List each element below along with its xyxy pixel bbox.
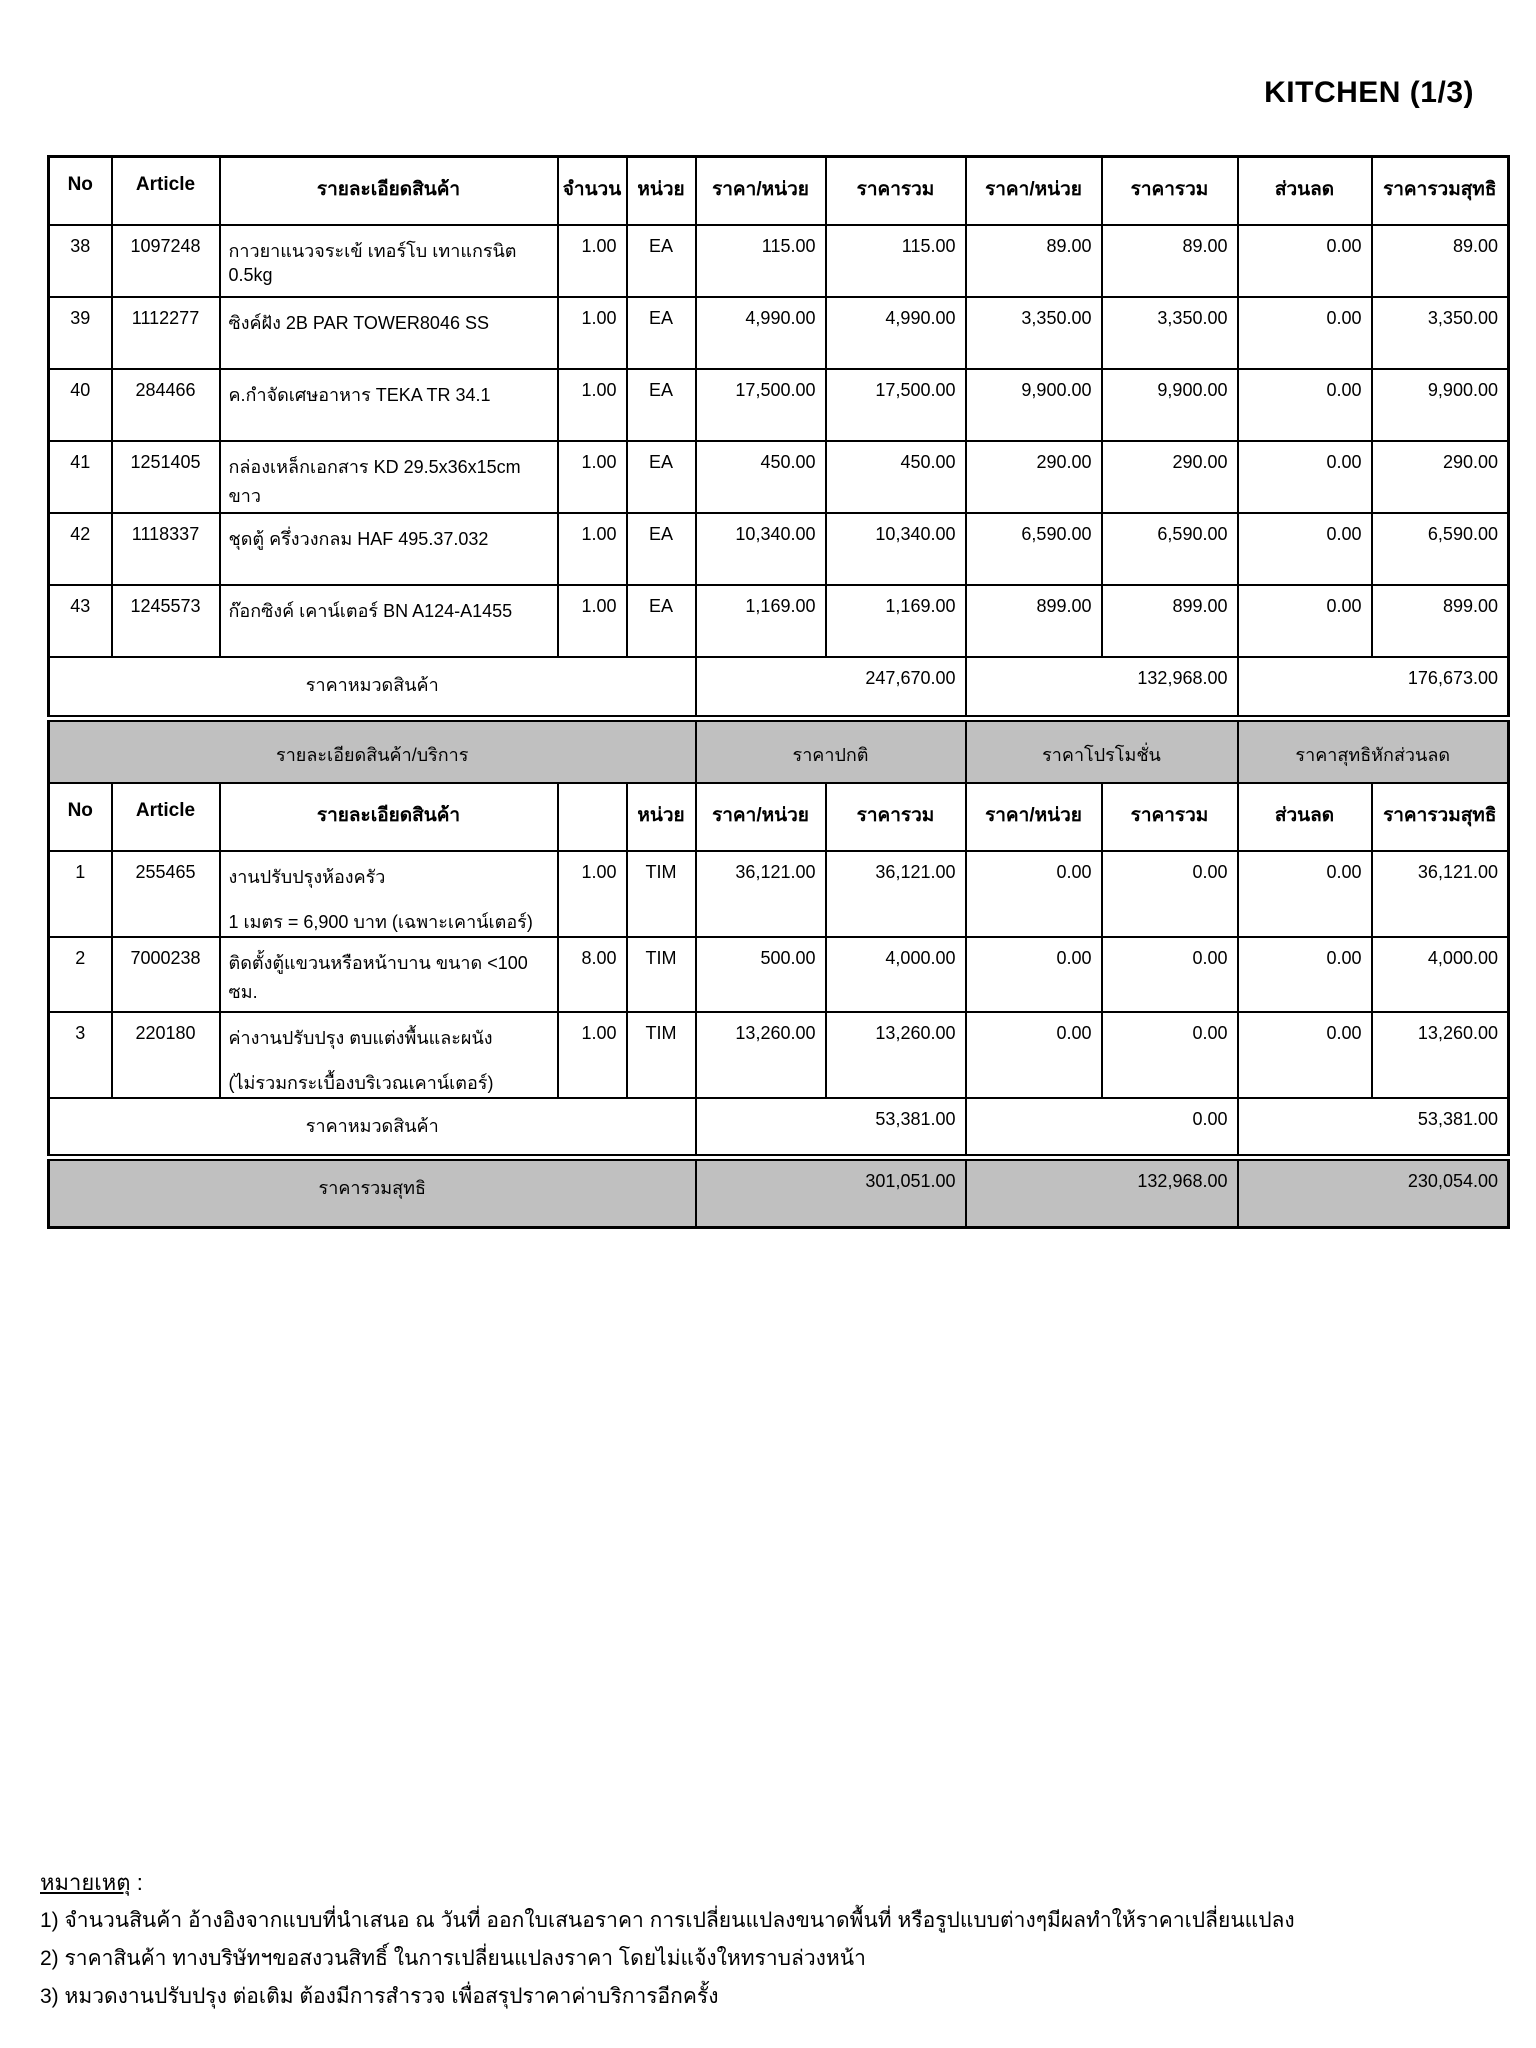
services-section-header-row: [49, 719, 1509, 783]
cell-discount: 0.00: [1238, 297, 1372, 369]
cell-article: 1245573: [112, 585, 220, 657]
cell-description: กาวยาแนวจระเข้ เทอร์โบ เทาแกรนิต 0.5kg: [220, 225, 558, 297]
cell-discount: 0.00: [1238, 937, 1372, 1012]
cell-promo-total: 9,900.00: [1102, 369, 1238, 441]
cell-discount: 0.00: [1238, 441, 1372, 513]
cell-promo-unit-price: 0.00: [966, 1012, 1102, 1098]
cell-unit: EA: [627, 225, 696, 297]
cell-promo-unit-price: 0.00: [966, 851, 1102, 937]
cell-no: 3: [49, 1012, 112, 1098]
header-no: No: [49, 157, 112, 225]
table-row-2: [49, 937, 1509, 1012]
cell-total: 115.00: [826, 225, 966, 297]
cell-quantity: 1.00: [558, 441, 627, 513]
header-promo-unit-price: ราคา/หน่วย: [966, 783, 1102, 851]
table-row-42: [49, 513, 1509, 585]
summary-normal-total: 247,670.00: [696, 657, 966, 719]
cell-description: ก๊อกซิงค์ เคาน์เตอร์ BN A124-A1455: [220, 585, 558, 657]
cell-total: 4,990.00: [826, 297, 966, 369]
summary-label: ราคาหมวดสินค้า: [49, 657, 696, 719]
quotation-table: [47, 155, 1510, 1229]
section-title-promo-price: ราคาโปรโมชั่น: [966, 719, 1238, 783]
cell-promo-total: 89.00: [1102, 225, 1238, 297]
cell-total: 450.00: [826, 441, 966, 513]
section-title-net-price: ราคาสุทธิหักส่วนลด: [1238, 719, 1509, 783]
cell-net-total: 9,900.00: [1372, 369, 1509, 441]
cell-unit: EA: [627, 513, 696, 585]
header-net-total: ราคารวมสุทธิ: [1372, 783, 1509, 851]
cell-promo-unit-price: 3,350.00: [966, 297, 1102, 369]
note-item-2: 2) ราคาสินค้า ทางบริษัทฯขอสงวนสิทธิ์ ในการเปลี่ยนแปลงราคา โดยไม่แจ้งใหทราบล่วงหน้า: [40, 1947, 866, 1970]
cell-discount: 0.00: [1238, 225, 1372, 297]
cell-unit-price: 36,121.00: [696, 851, 826, 937]
cell-unit: EA: [627, 297, 696, 369]
cell-promo-total: 290.00: [1102, 441, 1238, 513]
cell-net-total: 899.00: [1372, 585, 1509, 657]
cell-description: [220, 1012, 558, 1098]
cell-quantity: 1.00: [558, 585, 627, 657]
cell-article: 7000238: [112, 937, 220, 1012]
cell-promo-unit-price: 899.00: [966, 585, 1102, 657]
summary-net-total: 176,673.00: [1238, 657, 1509, 719]
cell-no: 41: [49, 441, 112, 513]
cell-description: ค.กำจัดเศษอาหาร TEKA TR 34.1: [220, 369, 558, 441]
cell-article: 284466: [112, 369, 220, 441]
cell-no: 2: [49, 937, 112, 1012]
cell-quantity: 1.00: [558, 297, 627, 369]
cell-article: 1251405: [112, 441, 220, 513]
summary-promo-total: 132,968.00: [966, 657, 1238, 719]
notes-heading-colon: :: [136, 1870, 143, 1895]
table-row-43: [49, 585, 1509, 657]
notes-heading-text: หมายเหตุ: [40, 1870, 131, 1895]
cell-no: 39: [49, 297, 112, 369]
cell-quantity: 1.00: [558, 369, 627, 441]
cell-net-total: 89.00: [1372, 225, 1509, 297]
header-unit-price: ราคา/หน่วย: [696, 157, 826, 225]
cell-unit: TIM: [627, 937, 696, 1012]
cell-unit-price: 17,500.00: [696, 369, 826, 441]
description-line2: (ไม่รวมกระเบื้องบริเวณเคาน์เตอร์): [228, 1072, 494, 1093]
cell-quantity: 1.00: [558, 225, 627, 297]
cell-article: 220180: [112, 1012, 220, 1098]
cell-promo-unit-price: 6,590.00: [966, 513, 1102, 585]
cell-promo-unit-price: 290.00: [966, 441, 1102, 513]
cell-net-total: 3,350.00: [1372, 297, 1509, 369]
cell-total: 13,260.00: [826, 1012, 966, 1098]
cell-description: ติดตั้งตู้แขวนหรือหน้าบาน ขนาด <100 ซม.: [220, 937, 558, 1012]
cell-no: 42: [49, 513, 112, 585]
header-description: รายละเอียดสินค้า: [220, 783, 558, 851]
cell-article: 1097248: [112, 225, 220, 297]
cell-promo-total: 899.00: [1102, 585, 1238, 657]
cell-article: 1112277: [112, 297, 220, 369]
cell-discount: 0.00: [1238, 1012, 1372, 1098]
description-line2: 1 เมตร = 6,900 บาท (เฉพาะเคาน์เตอร์): [228, 911, 533, 932]
cell-description: ชุดตู้ ครึ่งวงกลม HAF 495.37.032: [220, 513, 558, 585]
header-unit-price: ราคา/หน่วย: [696, 783, 826, 851]
cell-discount: 0.00: [1238, 851, 1372, 937]
cell-net-total: 6,590.00: [1372, 513, 1509, 585]
cell-promo-total: 6,590.00: [1102, 513, 1238, 585]
page-title: KITCHEN (1/3): [1264, 76, 1474, 109]
cell-description: [220, 851, 558, 937]
cell-net-total: 290.00: [1372, 441, 1509, 513]
grand-total-promo: 132,968.00: [966, 1158, 1238, 1228]
cell-description: ซิงค์ฝัง 2B PAR TOWER8046 SS: [220, 297, 558, 369]
header-discount: ส่วนลด: [1238, 157, 1372, 225]
cell-quantity: 1.00: [558, 851, 627, 937]
cell-promo-unit-price: 9,900.00: [966, 369, 1102, 441]
cell-description: กล่องเหล็กเอกสาร KD 29.5x36x15cm ขาว: [220, 441, 558, 513]
notes-section: [40, 1872, 1295, 2024]
products-header-row: [49, 157, 1509, 225]
cell-unit-price: 1,169.00: [696, 585, 826, 657]
summary-label: ราคาหมวดสินค้า: [49, 1098, 696, 1158]
header-net-total: ราคารวมสุทธิ: [1372, 157, 1509, 225]
cell-no: 40: [49, 369, 112, 441]
cell-discount: 0.00: [1238, 585, 1372, 657]
cell-promo-total: 0.00: [1102, 851, 1238, 937]
cell-total: 36,121.00: [826, 851, 966, 937]
cell-total: 17,500.00: [826, 369, 966, 441]
cell-unit-price: 4,990.00: [696, 297, 826, 369]
cell-unit-price: 10,340.00: [696, 513, 826, 585]
grand-total-label: ราคารวมสุทธิ: [49, 1158, 696, 1228]
cell-unit-price: 450.00: [696, 441, 826, 513]
cell-discount: 0.00: [1238, 369, 1372, 441]
header-quantity-blank: [558, 783, 627, 851]
header-total: ราคารวม: [826, 157, 966, 225]
cell-unit-price: 115.00: [696, 225, 826, 297]
table-row-38: [49, 225, 1509, 297]
cell-net-total: 13,260.00: [1372, 1012, 1509, 1098]
table-row-41: [49, 441, 1509, 513]
cell-promo-unit-price: 0.00: [966, 937, 1102, 1012]
grand-total-normal: 301,051.00: [696, 1158, 966, 1228]
section-title-normal-price: ราคาปกติ: [696, 719, 966, 783]
grand-total-net: 230,054.00: [1238, 1158, 1509, 1228]
cell-total: 10,340.00: [826, 513, 966, 585]
cell-unit: TIM: [627, 1012, 696, 1098]
summary-net-total: 53,381.00: [1238, 1098, 1509, 1158]
cell-unit: EA: [627, 369, 696, 441]
header-promo-unit-price: ราคา/หน่วย: [966, 157, 1102, 225]
cell-total: 4,000.00: [826, 937, 966, 1012]
cell-promo-total: 0.00: [1102, 1012, 1238, 1098]
cell-promo-unit-price: 89.00: [966, 225, 1102, 297]
summary-promo-total: 0.00: [966, 1098, 1238, 1158]
cell-net-total: 4,000.00: [1372, 937, 1509, 1012]
table-row-39: [49, 297, 1509, 369]
cell-quantity: 1.00: [558, 513, 627, 585]
cell-unit: EA: [627, 585, 696, 657]
header-description: รายละเอียดสินค้า: [220, 157, 558, 225]
cell-unit-price: 500.00: [696, 937, 826, 1012]
header-total: ราคารวม: [826, 783, 966, 851]
note-item-1: 1) จำนวนสินค้า อ้างอิงจากแบบที่นำเสนอ ณ วันที่ ออกใบเสนอราคา การเปลี่ยนแปลงขนาดพื้นที่ หรือรูปแบบต่างๆมีผลทำให้ราคาเปลี่ยนแปลง: [40, 1909, 1295, 1932]
note-item-3: 3) หมวดงานปรับปรุง ต่อเติม ต้องมีการสำรวจ เพื่อสรุปราคาค่าบริการอีกครั้ง: [40, 1985, 719, 2008]
description-line1: ค่างานปรับปรุง ตบแต่งพื้นและผนัง: [228, 1027, 493, 1048]
header-no: No: [49, 783, 112, 851]
cell-net-total: 36,121.00: [1372, 851, 1509, 937]
table-row-40: [49, 369, 1509, 441]
cell-quantity: 1.00: [558, 1012, 627, 1098]
cell-promo-total: 0.00: [1102, 937, 1238, 1012]
header-promo-total: ราคารวม: [1102, 783, 1238, 851]
description-line1: งานปรับปรุงห้องครัว: [228, 866, 386, 887]
summary-normal-total: 53,381.00: [696, 1098, 966, 1158]
header-article: Article: [112, 783, 220, 851]
table-row-3: [49, 1012, 1509, 1098]
header-unit: หน่วย: [627, 783, 696, 851]
notes-heading: [40, 1872, 1295, 1894]
cell-article: 1118337: [112, 513, 220, 585]
cell-promo-total: 3,350.00: [1102, 297, 1238, 369]
cell-article: 255465: [112, 851, 220, 937]
services-header-row: [49, 783, 1509, 851]
section-title-services: รายละเอียดสินค้า/บริการ: [49, 719, 696, 783]
header-promo-total: ราคารวม: [1102, 157, 1238, 225]
header-quantity: จำนวน: [558, 157, 627, 225]
cell-no: 1: [49, 851, 112, 937]
cell-total: 1,169.00: [826, 585, 966, 657]
cell-no: 38: [49, 225, 112, 297]
cell-unit: EA: [627, 441, 696, 513]
cell-unit: TIM: [627, 851, 696, 937]
header-discount: ส่วนลด: [1238, 783, 1372, 851]
table-row-1: [49, 851, 1509, 937]
cell-quantity: 8.00: [558, 937, 627, 1012]
cell-unit-price: 13,260.00: [696, 1012, 826, 1098]
services-summary-row: [49, 1098, 1509, 1158]
cell-discount: 0.00: [1238, 513, 1372, 585]
products-summary-row: [49, 657, 1509, 719]
grand-total-row: [49, 1158, 1509, 1228]
cell-no: 43: [49, 585, 112, 657]
header-article: Article: [112, 157, 220, 225]
header-unit: หน่วย: [627, 157, 696, 225]
